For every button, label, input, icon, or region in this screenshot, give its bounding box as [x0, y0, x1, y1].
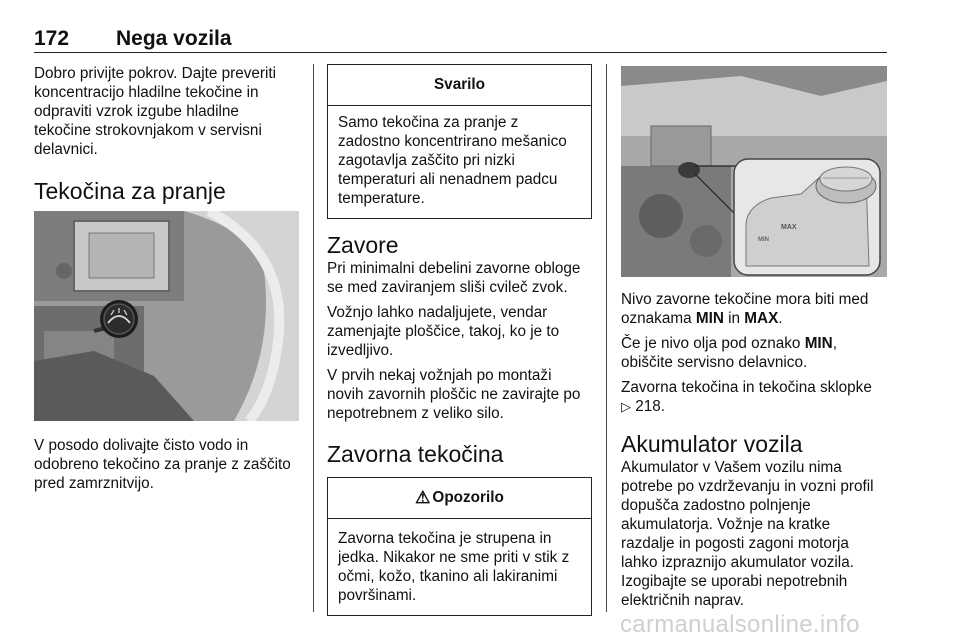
washer-caption-block [34, 436, 299, 499]
warning-text: Zavorna tekočina je strupena in jedka. Nikakor ne sme priti v stik z očmi, kožo, tkanino ali lakiranimi površinami. [338, 530, 570, 604]
brake-fluid-reservoir-photo [621, 66, 887, 277]
battery-heading: Akumulator vozila [621, 431, 803, 457]
below-text-b: , [832, 335, 837, 352]
level-text-b: in [723, 310, 745, 327]
brakes-paragraph-3: V prvih nekaj vožnjah po montaži novih zavornih ploščic ne zavirajte po nepotrebnem z veliko silo. [327, 367, 581, 422]
column-divider-1 [313, 64, 314, 612]
below-min-label: MIN [804, 335, 833, 352]
washer-caption: V posodo dolivajte čisto vodo in odobreno tekočino za pranje z zaščito pred zamrznitvijo. [34, 437, 291, 492]
warning-icon: ⚠ [415, 488, 431, 507]
brake-fluid-heading: Zavorna tekočina [327, 441, 504, 467]
caution-title: Svarilo [328, 65, 591, 106]
page-reference-icon: ▷ [621, 399, 631, 414]
column-3 [621, 290, 887, 616]
brakes-paragraph-2: Vožnjo lahko nadaljujete, vendar zamenjajte ploščice, takoj, ko je to izvedljivo. [327, 304, 560, 359]
coolant-intro-text: Dobro privijte pokrov. Dajte preveriti koncentracijo hladilne tekočine in odpraviti vzrok izgube hladilne tekočine strokovnjakom v servisni delavnici. [34, 65, 277, 158]
header-rule [34, 52, 887, 53]
page-header [34, 27, 887, 51]
warning-header [328, 478, 591, 519]
watermark: carmanualsonline.info [620, 611, 860, 638]
column-1 [34, 64, 299, 205]
clutch-fluid-paragraph [621, 378, 887, 416]
brakes-paragraph-1: Pri minimalni debelini zavorne obloge se med zaviranjem sliši cvileč zvok. [327, 260, 581, 296]
min-mark-label: MIN [758, 237, 769, 243]
section-title: Nega vozila [116, 27, 232, 50]
level-min-label: MIN [695, 310, 724, 327]
level-paragraph [621, 290, 887, 328]
caution-box [327, 64, 592, 219]
level-text-c: . [778, 310, 783, 327]
battery-paragraph: Akumulator v Vašem vozilu nima potrebe po vzdrževanju in vozni profil dopušča zadostno polnjenje akumulatorja. Vožnje na kratke razdalje in pogosti zagoni motorja lahko izpraznijo akumulator vozila. Izogibajte se uporabi nepotrebnih električnih naprav. [621, 459, 874, 609]
brakes-heading: Zavore [327, 232, 399, 258]
warning-box [327, 477, 592, 616]
below-min-paragraph [621, 334, 887, 372]
caution-text: Samo tekočina za pranje z zadostno koncentrirano mešanico zagotavlja zaščito pri nizki temperaturi ali nenadnem padcu temperature. [338, 114, 567, 207]
column-divider-2 [606, 64, 607, 612]
below-text-c: obiščite servisno delavnico. [621, 354, 808, 371]
warning-title: Opozorilo [432, 489, 504, 506]
column-2 [327, 64, 592, 616]
washer-reservoir-photo [34, 211, 299, 421]
page-number: 172 [34, 27, 70, 50]
clutch-text: Zavorna tekočina in tekočina sklopke [621, 379, 872, 396]
max-mark-label: MAX [781, 224, 797, 231]
level-text-a: Nivo zavorne tekočine mora biti med oznakama [621, 291, 869, 327]
page-reference-link[interactable]: 218. [635, 398, 666, 415]
level-max-label: MAX [744, 310, 779, 327]
below-text-a: Če je nivo olja pod oznako [621, 335, 805, 352]
washer-fluid-heading: Tekočina za pranje [34, 178, 226, 204]
